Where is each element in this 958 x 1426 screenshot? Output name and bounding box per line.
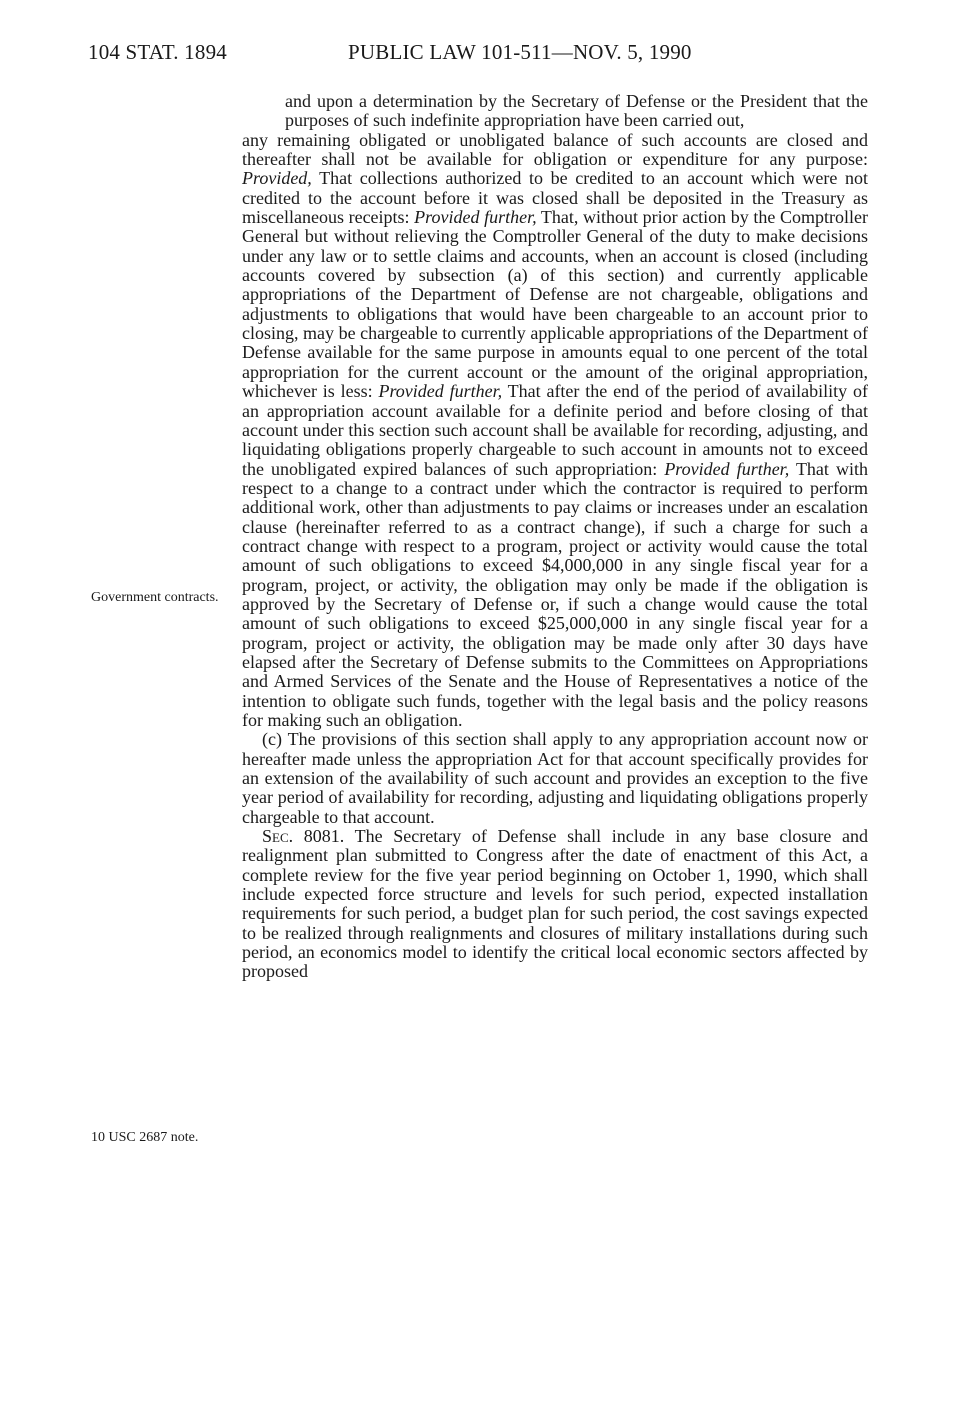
proviso-italic: Provided further,	[664, 458, 790, 479]
margin-note-government-contracts: Government contracts.	[91, 590, 219, 605]
text-run: That with respect to a change to a contract under which the contractor is required to perform additional work, other than adjustments to pay claims or increases under an escalation clause (hereinafter referred to as a contract change), if such a charge for such a contract change with respect to a program, project or activity would cause the total amount of such obligations to exceed $4,000,000 in any single fiscal year for a program, project, or activity, the obligation may only be made if the obligation is approved by the Secretary of Defense or, if such a change would cause the total amount of such obligations to exceed $25,000,000 in any single fiscal year for a program, project or activity, the obligation may be made only after 30 days have elapsed after the Secretary of Defense submits to the Committees on Appropriations and Armed Services of the Senate and the House of Representatives a notice of the intention to obligate such funds, together with the legal basis and the policy reasons for making such an obligation.	[242, 458, 868, 730]
body-text	[242, 92, 868, 982]
margin-note-usc-reference: 10 USC 2687 note.	[91, 1130, 199, 1145]
paragraph-remaining-balance	[242, 131, 868, 731]
paragraph-section-8081	[242, 827, 868, 982]
text-run: That, without prior action by the Comptroller General but without relieving the Comptroller General of the duty to make decisions under any law or to settle claims and accounts, when an account is closed (including accounts covered by subsection (a) of this section) and currently applicable appropriations of the Department of Defense are not chargeable, obligations and adjustments to obligations that would have been chargeable to an account prior to closing, may be chargeable to currently applicable appropriations of the Department of Defense available for the same purpose in amounts equal to one percent of the total appropriation for the current account or the amount of the original appropriation, whichever is less:	[242, 207, 868, 402]
text-run: That collections authorized to be credited to an account which were not credited to the account before it was closed shall be deposited in the Treasury as miscellaneous receipts:	[242, 168, 868, 228]
proviso-italic: Provided further,	[414, 207, 537, 228]
proviso-italic: Provided,	[242, 168, 312, 189]
statute-page-reference: 104 STAT. 1894	[88, 40, 227, 64]
paragraph-determination: and upon a determination by the Secretary of Defense or the President that the purposes of such indefinite appropriation have been carried out,	[285, 91, 868, 131]
section-label: Sec. 8081.	[262, 826, 345, 847]
text-run: That after the end of the period of availability of an appropriation account available for a definite period and before closing of that account under this section such account shall be available for recording, adjusting, and liquidating obligations properly chargeable to such account in amounts not to exceed the unobligated expired balances of such appropriation:	[242, 381, 868, 479]
public-law-reference: PUBLIC LAW 101-511—NOV. 5, 1990	[348, 40, 692, 64]
text-run: any remaining obligated or unobligated balance of such accounts are closed and thereafter shall not be available for obligation or expenditure for any purpose:	[242, 129, 868, 170]
paragraph-subsection-c: (c) The provisions of this section shall apply to any appropriation account now or hereafter made unless the appropriation Act for that account specifically provides for an extension of the availability of such account and provides an exception to the five year period of availability for recording, adjusting and liquidating obligations properly chargeable to that account.	[242, 729, 868, 827]
running-header	[88, 40, 908, 74]
text-run: The Secretary of Defense shall include in any base closure and realignment plan submitted to Congress after the date of enactment of this Act, a complete review for the five year period beginning on October 1, 1990, which shall include expected force structure and levels for such period, expected installation requirements for such period, a budget plan for such period, the cost savings expected to be realized through realignments and closures of military installations during such period, an economics model to identify the critical local economic sectors affected by proposed	[242, 826, 868, 982]
proviso-italic: Provided further,	[378, 381, 503, 402]
